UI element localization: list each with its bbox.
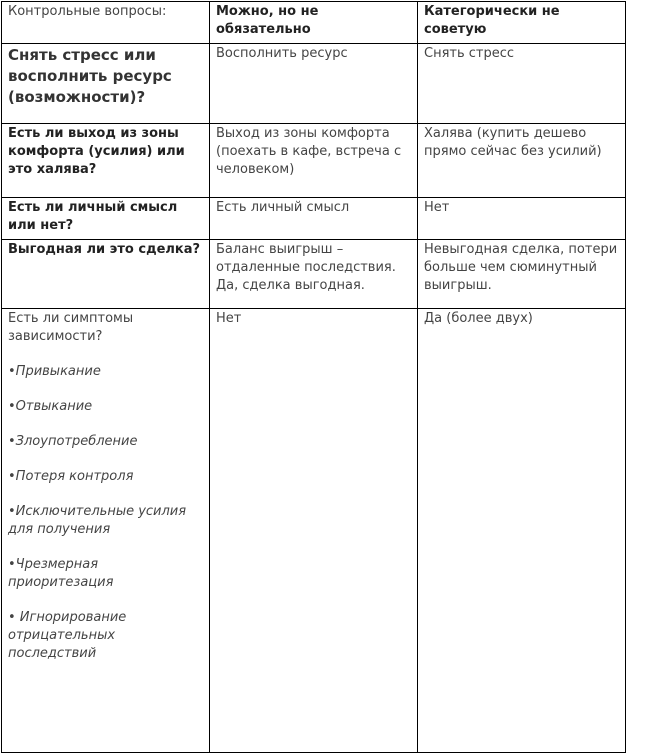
maybe-cell: Нет [210,309,418,753]
symptom-item: •Злоупотребление [8,434,138,449]
question-cell: Есть ли выход из зоны комфорта (усилия) или это халява? [2,124,210,198]
header-cell: Можно, но не обязательно [210,2,418,44]
never-cell: Снять стресс [418,44,626,124]
never-cell: Да (более двух) [418,309,626,753]
symptom-item: •Привыкание [8,364,101,379]
comparison-table [1,1,626,753]
symptom-item: •Отвыкание [8,399,93,414]
symptom-item: •Чрезмерная приоритезация [8,557,114,590]
symptoms-question: Есть ли симптомы зависимости? [8,311,134,344]
question-cell: Есть ли личный смысл или нет? [2,198,210,240]
header-row [2,2,626,44]
never-cell: Невыгодная сделка, потери больше чем сюминутный выигрыш. [418,240,626,309]
maybe-cell: Есть личный смысл [210,198,418,240]
question-cell: Снять стресс или восполнить ресурс (возможности)? [2,44,210,124]
symptom-item: •Исключительные усилия для получения [8,504,187,537]
symptom-item: •Потеря контроля [8,469,134,484]
table-row [2,124,626,198]
table-row [2,44,626,124]
table-row [2,198,626,240]
maybe-cell: Выход из зоны комфорта (поехать в кафе, встреча с человеком) [210,124,418,198]
never-cell: Халява (купить дешево прямо сейчас без усилий) [418,124,626,198]
table-row [2,309,626,753]
question-cell: Выгодная ли это сделка? [2,240,210,309]
header-cell: Категорически не советую [418,2,626,44]
symptom-item: • Игнорирование отрицательных последствий [8,610,127,661]
maybe-cell: Восполнить ресурс [210,44,418,124]
question-cell [2,309,210,753]
maybe-cell: Баланс выигрыш – отдаленные последствия. Да, сделка выгодная. [210,240,418,309]
table-row [2,240,626,309]
header-cell: Контрольные вопросы: [2,2,210,44]
never-cell: Нет [418,198,626,240]
